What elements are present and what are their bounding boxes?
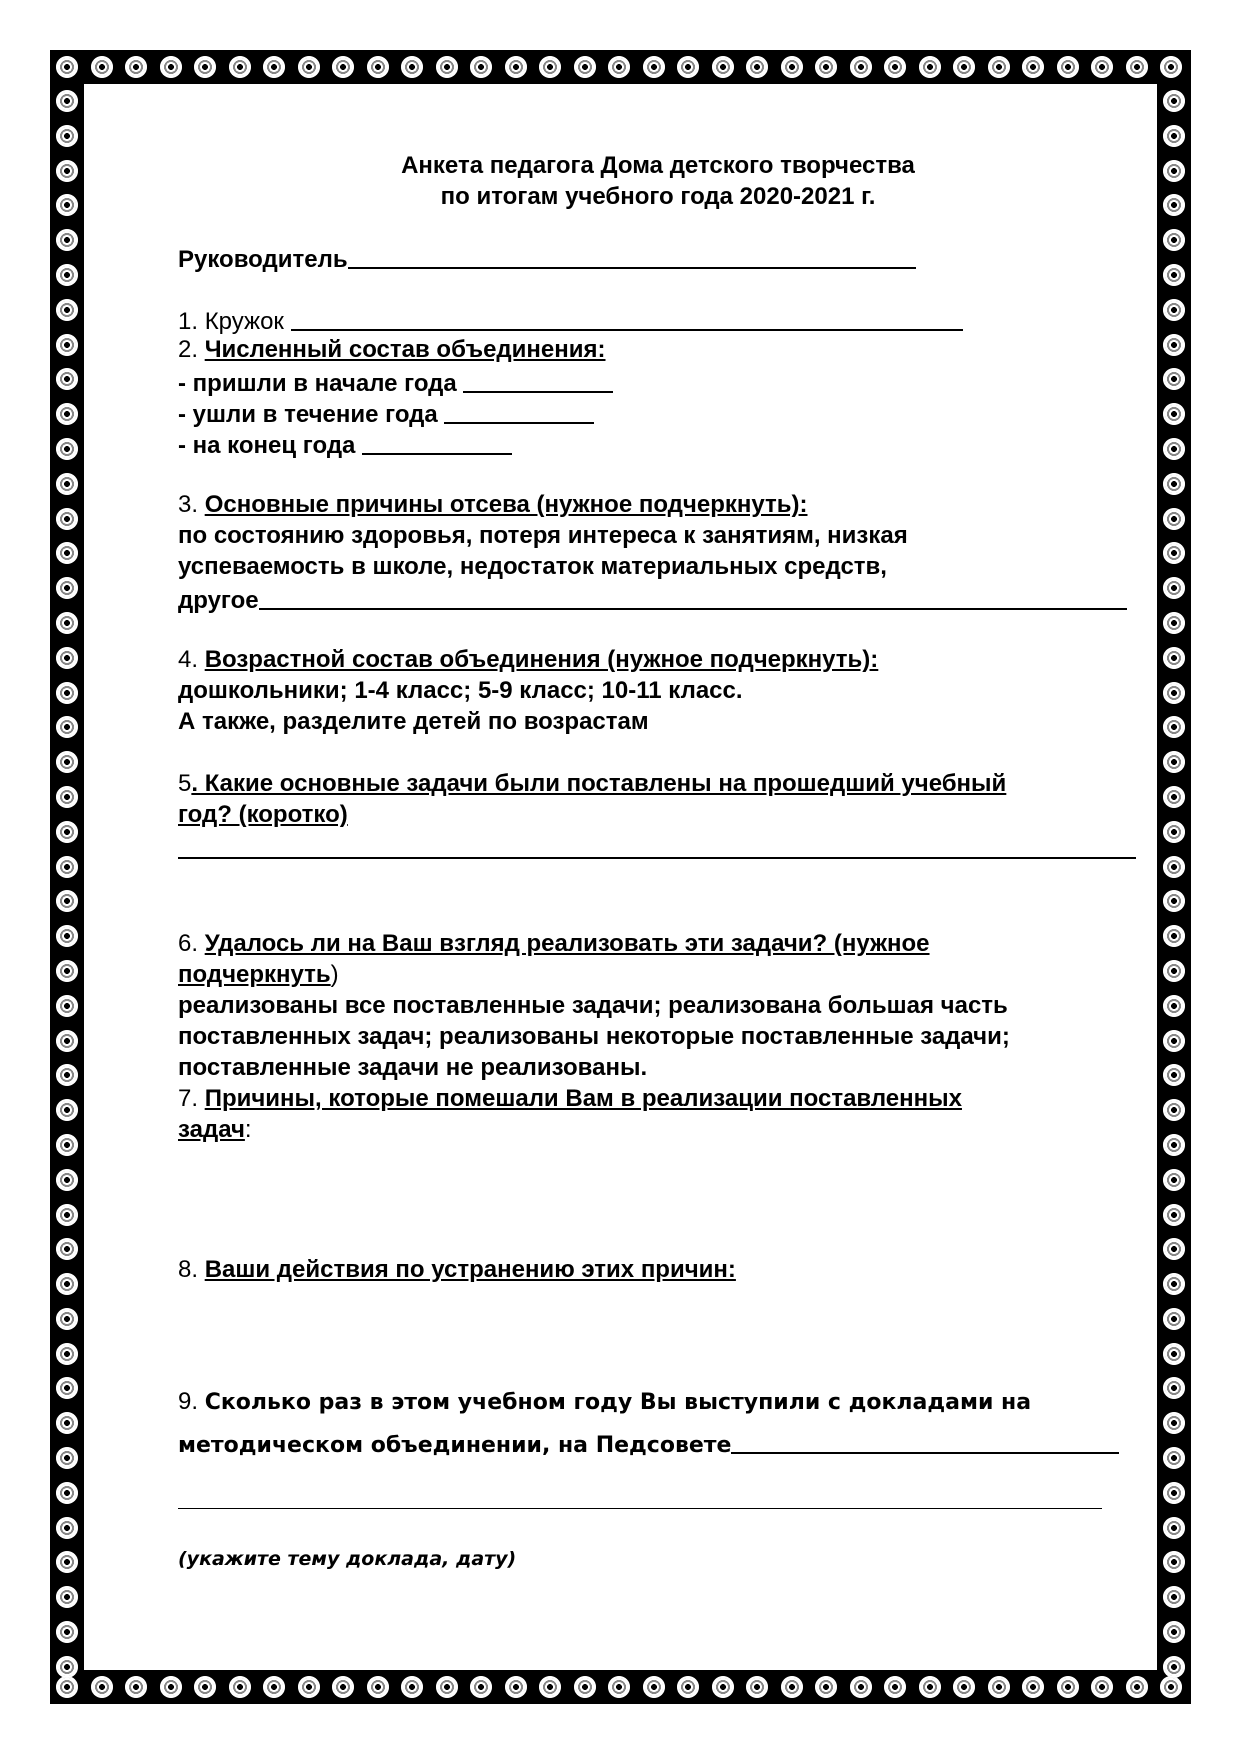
flower-ornament-icon	[1163, 1273, 1185, 1295]
q9-count-field[interactable]	[731, 1428, 1119, 1454]
flower-ornament-icon	[988, 1676, 1010, 1698]
flower-ornament-icon	[263, 1676, 285, 1698]
flower-ornament-icon	[56, 1447, 78, 1469]
border-flowers-right	[1163, 90, 1185, 1691]
title-line-1: Анкета педагога Дома детского творчества	[401, 152, 915, 179]
flower-ornament-icon	[1163, 1656, 1185, 1678]
q8-heading: Ваши действия по устранению этих причин:	[204, 1256, 736, 1283]
flower-ornament-icon	[332, 1676, 354, 1698]
q7-colon: :	[244, 1116, 252, 1143]
flower-ornament-icon	[56, 1273, 78, 1295]
flower-ornament-icon	[505, 1676, 527, 1698]
flower-ornament-icon	[194, 56, 216, 78]
flower-ornament-icon	[1163, 438, 1185, 460]
flower-ornament-icon	[1163, 1064, 1185, 1086]
q2-item-label: - пришли в начале года	[178, 370, 457, 397]
form-title	[178, 150, 1138, 212]
flower-ornament-icon	[988, 56, 1010, 78]
flower-ornament-icon	[1163, 682, 1185, 704]
flower-ornament-icon	[1163, 1447, 1185, 1469]
q5-heading-line-2: год? (коротко)	[178, 801, 348, 828]
q9-question-line-2: методическом объединении, на Педсовете	[178, 1433, 732, 1458]
flower-ornament-icon	[56, 1169, 78, 1191]
q4-options: дошкольники; 1-4 класс; 5-9 класс; 10-11 класс.	[178, 677, 743, 704]
flower-ornament-icon	[1163, 1308, 1185, 1330]
flower-ornament-icon	[56, 960, 78, 982]
flower-ornament-icon	[56, 1064, 78, 1086]
flower-ornament-icon	[367, 1676, 389, 1698]
q1-row	[178, 305, 963, 336]
flower-ornament-icon	[1091, 56, 1113, 78]
flower-ornament-icon	[1163, 1377, 1185, 1399]
flower-ornament-icon	[746, 56, 768, 78]
q2-heading: Численный состав объединения:	[204, 336, 606, 363]
flower-ornament-icon	[1163, 403, 1185, 425]
flower-ornament-icon	[1163, 925, 1185, 947]
flower-ornament-icon	[56, 682, 78, 704]
flower-ornament-icon	[1163, 194, 1185, 216]
q5-heading-row	[178, 770, 1006, 798]
q6-close-paren: )	[330, 961, 339, 988]
q8-heading-row	[178, 1256, 736, 1284]
flower-ornament-icon	[56, 1308, 78, 1330]
flower-ornament-icon	[56, 542, 78, 564]
flower-ornament-icon	[470, 56, 492, 78]
flower-ornament-icon	[56, 577, 78, 599]
q9-question-line-1: Сколько раз в этом учебном году Вы выступили с докладами на	[204, 1390, 1032, 1415]
flower-ornament-icon	[1163, 1238, 1185, 1260]
flower-ornament-icon	[229, 56, 251, 78]
q7-heading-line-1: Причины, которые помешали Вам в реализации поставленных	[204, 1085, 962, 1112]
q5-number: 5	[178, 770, 192, 797]
flower-ornament-icon	[91, 1676, 113, 1698]
q3-options-line-1: по состоянию здоровья, потеря интереса к занятиям, низкая	[178, 522, 908, 549]
flower-ornament-icon	[1163, 1134, 1185, 1156]
q8-number: 8.	[178, 1256, 205, 1283]
flower-ornament-icon	[1163, 960, 1185, 982]
q2-heading-row	[178, 336, 606, 364]
flower-ornament-icon	[1091, 1676, 1113, 1698]
flower-ornament-icon	[1163, 508, 1185, 530]
flower-ornament-icon	[1163, 856, 1185, 878]
flower-ornament-icon	[470, 1676, 492, 1698]
flower-ornament-icon	[884, 1676, 906, 1698]
flower-ornament-icon	[608, 56, 630, 78]
flower-ornament-icon	[884, 56, 906, 78]
q1-number: 1.	[178, 308, 205, 335]
q6-options-line-3: поставленные задачи не реализованы.	[178, 1054, 648, 1081]
flower-ornament-icon	[953, 56, 975, 78]
flower-ornament-icon	[1163, 1517, 1185, 1539]
flower-ornament-icon	[1163, 1204, 1185, 1226]
q9-row-2	[178, 1428, 1119, 1459]
flower-ornament-icon	[505, 56, 527, 78]
q9-number: 9.	[178, 1388, 205, 1415]
flower-ornament-icon	[953, 1676, 975, 1698]
border-flowers-top	[56, 56, 1195, 78]
q9-answer-line[interactable]	[178, 1508, 1102, 1509]
flower-ornament-icon	[781, 56, 803, 78]
q5-heading-line-1: . Какие основные задачи были поставлены на прошедший учебный	[191, 770, 1007, 797]
q1-field[interactable]	[291, 305, 963, 331]
flower-ornament-icon	[643, 56, 665, 78]
border-flowers-left	[56, 90, 78, 1691]
flower-ornament-icon	[56, 90, 78, 112]
flower-ornament-icon	[608, 1676, 630, 1698]
flower-ornament-icon	[56, 1586, 78, 1608]
q3-other-label: другое	[178, 587, 259, 614]
q7-heading-row	[178, 1085, 962, 1113]
flower-ornament-icon	[1163, 577, 1185, 599]
q2-item-label: - ушли в течение года	[178, 401, 438, 428]
flower-ornament-icon	[1163, 368, 1185, 390]
flower-ornament-icon	[1163, 1621, 1185, 1643]
q3-heading-row	[178, 491, 808, 519]
flower-ornament-icon	[1163, 160, 1185, 182]
supervisor-field[interactable]	[348, 243, 916, 269]
q7-heading-row-2	[178, 1116, 252, 1144]
flower-ornament-icon	[56, 1412, 78, 1434]
flower-ornament-icon	[1163, 612, 1185, 634]
q2-start-field[interactable]	[463, 367, 613, 393]
flower-ornament-icon	[56, 334, 78, 356]
flower-ornament-icon	[1163, 821, 1185, 843]
flower-ornament-icon	[436, 56, 458, 78]
flower-ornament-icon	[574, 1676, 596, 1698]
supervisor-label: Руководитель	[178, 246, 348, 273]
flower-ornament-icon	[1163, 1412, 1185, 1434]
supervisor-row	[178, 243, 916, 274]
flower-ornament-icon	[539, 1676, 561, 1698]
flower-ornament-icon	[56, 716, 78, 738]
q2-item-end	[178, 429, 512, 460]
flower-ornament-icon	[815, 1676, 837, 1698]
q6-heading-row-2	[178, 961, 339, 989]
flower-ornament-icon	[1163, 542, 1185, 564]
flower-ornament-icon	[194, 1676, 216, 1698]
flower-ornament-icon	[56, 1517, 78, 1539]
q3-other-field[interactable]	[259, 584, 1127, 610]
flower-ornament-icon	[401, 56, 423, 78]
flower-ornament-icon	[56, 1099, 78, 1121]
flower-ornament-icon	[919, 1676, 941, 1698]
flower-ornament-icon	[160, 1676, 182, 1698]
q7-heading-line-2: задач	[178, 1116, 245, 1143]
flower-ornament-icon	[56, 995, 78, 1017]
flower-ornament-icon	[1163, 1169, 1185, 1191]
q3-number: 3.	[178, 491, 205, 518]
flower-ornament-icon	[712, 1676, 734, 1698]
q7-number: 7.	[178, 1085, 205, 1112]
q2-item-left	[178, 398, 594, 429]
q6-options-line-2: поставленных задач; реализованы некоторые поставленные задачи;	[178, 1023, 1010, 1050]
flower-ornament-icon	[1126, 1676, 1148, 1698]
flower-ornament-icon	[643, 1676, 665, 1698]
flower-ornament-icon	[56, 1656, 78, 1678]
flower-ornament-icon	[401, 1676, 423, 1698]
flower-ornament-icon	[56, 194, 78, 216]
flower-ornament-icon	[56, 1482, 78, 1504]
flower-ornament-icon	[56, 403, 78, 425]
flower-ornament-icon	[677, 1676, 699, 1698]
flower-ornament-icon	[56, 786, 78, 808]
border-flowers-bottom	[56, 1676, 1195, 1698]
flower-ornament-icon	[56, 368, 78, 390]
flower-ornament-icon	[56, 299, 78, 321]
flower-ornament-icon	[56, 856, 78, 878]
flower-ornament-icon	[1163, 890, 1185, 912]
flower-ornament-icon	[332, 56, 354, 78]
flower-ornament-icon	[56, 1551, 78, 1573]
flower-ornament-icon	[1163, 473, 1185, 495]
q4-number: 4.	[178, 646, 205, 673]
flower-ornament-icon	[1163, 716, 1185, 738]
flower-ornament-icon	[1126, 56, 1148, 78]
flower-ornament-icon	[56, 508, 78, 530]
flower-ornament-icon	[539, 56, 561, 78]
flower-ornament-icon	[850, 56, 872, 78]
flower-ornament-icon	[1163, 125, 1185, 147]
flower-ornament-icon	[56, 160, 78, 182]
flower-ornament-icon	[91, 56, 113, 78]
q3-heading: Основные причины отсева (нужное подчеркнуть):	[204, 491, 808, 518]
q6-heading-line-1: Удалось ли на Ваш взгляд реализовать эти задачи? (нужное	[204, 930, 930, 957]
flower-ornament-icon	[56, 125, 78, 147]
flower-ornament-icon	[56, 1343, 78, 1365]
q9-row-1	[178, 1388, 1031, 1416]
flower-ornament-icon	[1163, 1099, 1185, 1121]
flower-ornament-icon	[1163, 786, 1185, 808]
flower-ornament-icon	[1163, 1551, 1185, 1573]
flower-ornament-icon	[919, 56, 941, 78]
flower-ornament-icon	[677, 56, 699, 78]
flower-ornament-icon	[781, 1676, 803, 1698]
flower-ornament-icon	[1022, 1676, 1044, 1698]
flower-ornament-icon	[56, 473, 78, 495]
flower-ornament-icon	[263, 56, 285, 78]
flower-ornament-icon	[1163, 299, 1185, 321]
flower-ornament-icon	[1160, 56, 1182, 78]
flower-ornament-icon	[160, 56, 182, 78]
flower-ornament-icon	[1057, 56, 1079, 78]
flower-ornament-icon	[56, 56, 78, 78]
flower-ornament-icon	[1163, 647, 1185, 669]
flower-ornament-icon	[56, 612, 78, 634]
flower-ornament-icon	[815, 56, 837, 78]
flower-ornament-icon	[56, 1238, 78, 1260]
q9-note: (укажите тему доклада, дату)	[178, 1548, 517, 1570]
flower-ornament-icon	[229, 1676, 251, 1698]
flower-ornament-icon	[56, 1204, 78, 1226]
flower-ornament-icon	[56, 438, 78, 460]
flower-ornament-icon	[1163, 264, 1185, 286]
flower-ornament-icon	[1163, 1030, 1185, 1052]
q6-options-line-1: реализованы все поставленные задачи; реализована большая часть	[178, 992, 1008, 1019]
q2-item-label: - на конец года	[178, 432, 356, 459]
title-line-2: по итогам учебного года 2020-2021 г.	[440, 183, 876, 210]
flower-ornament-icon	[850, 1676, 872, 1698]
flower-ornament-icon	[746, 1676, 768, 1698]
flower-ornament-icon	[298, 1676, 320, 1698]
flower-ornament-icon	[1057, 1676, 1079, 1698]
flower-ornament-icon	[712, 56, 734, 78]
q5-answer-line[interactable]	[178, 857, 1136, 859]
q6-heading-row	[178, 930, 930, 958]
q2-left-field[interactable]	[444, 398, 594, 424]
q3-options-line-2: успеваемость в школе, недостаток материальных средств,	[178, 553, 887, 580]
flower-ornament-icon	[125, 56, 147, 78]
flower-ornament-icon	[56, 264, 78, 286]
flower-ornament-icon	[298, 56, 320, 78]
flower-ornament-icon	[1163, 751, 1185, 773]
flower-ornament-icon	[56, 647, 78, 669]
q2-item-start	[178, 367, 613, 398]
flower-ornament-icon	[436, 1676, 458, 1698]
flower-ornament-icon	[56, 1377, 78, 1399]
flower-ornament-icon	[56, 1030, 78, 1052]
flower-ornament-icon	[1163, 1586, 1185, 1608]
flower-ornament-icon	[1163, 1343, 1185, 1365]
q3-other-row	[178, 584, 1127, 615]
flower-ornament-icon	[367, 56, 389, 78]
flower-ornament-icon	[56, 925, 78, 947]
flower-ornament-icon	[1163, 334, 1185, 356]
q4-heading: Возрастной состав объединения (нужное подчеркнуть):	[204, 646, 879, 673]
q1-label: Кружок	[204, 308, 284, 335]
flower-ornament-icon	[56, 751, 78, 773]
flower-ornament-icon	[56, 890, 78, 912]
flower-ornament-icon	[1163, 1482, 1185, 1504]
flower-ornament-icon	[1163, 995, 1185, 1017]
q6-heading-line-2: подчеркнуть	[178, 961, 331, 988]
flower-ornament-icon	[56, 229, 78, 251]
flower-ornament-icon	[574, 56, 596, 78]
q4-instruction: А также, разделите детей по возрастам	[178, 708, 649, 735]
flower-ornament-icon	[56, 1621, 78, 1643]
flower-ornament-icon	[1163, 90, 1185, 112]
flower-ornament-icon	[125, 1676, 147, 1698]
flower-ornament-icon	[56, 1134, 78, 1156]
flower-ornament-icon	[56, 821, 78, 843]
q4-heading-row	[178, 646, 878, 674]
q2-number: 2.	[178, 336, 205, 363]
flower-ornament-icon	[1022, 56, 1044, 78]
q2-end-field[interactable]	[362, 429, 512, 455]
flower-ornament-icon	[1163, 229, 1185, 251]
q6-number: 6.	[178, 930, 205, 957]
